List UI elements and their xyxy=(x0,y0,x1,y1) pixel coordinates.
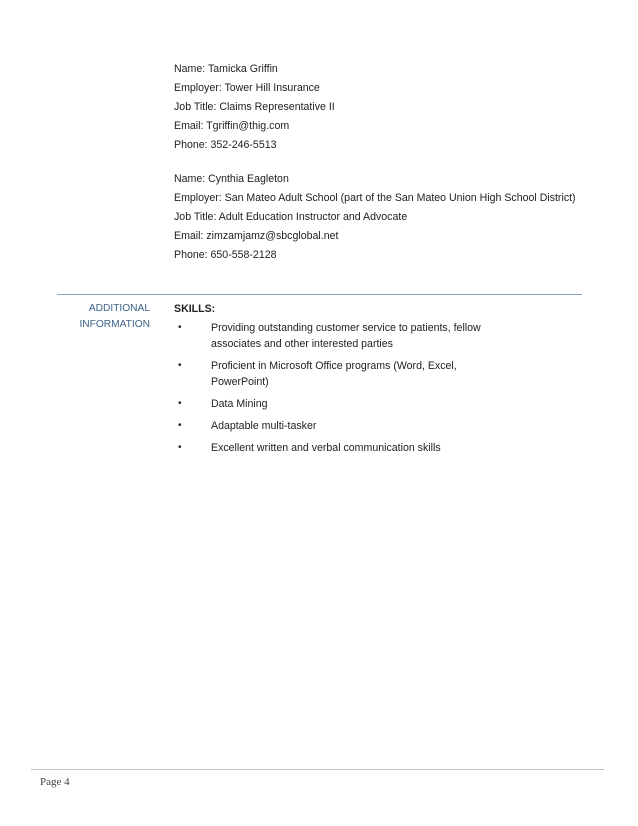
reference-employer: Employer: San Mateo Adult School (part of the San Mateo Union High School District) xyxy=(174,192,576,204)
skill-item xyxy=(174,440,481,456)
skill-text: Data Mining xyxy=(211,398,268,410)
skill-text: Excellent written and verbal communication skills xyxy=(211,442,441,454)
skill-item xyxy=(174,418,481,434)
reference-job-title: Job Title: Claims Representative II xyxy=(174,101,335,113)
skill-item xyxy=(174,320,481,352)
page-number: Page 4 xyxy=(40,776,70,788)
skills-title: SKILLS: xyxy=(174,303,216,315)
bullet-icon: • xyxy=(178,360,182,371)
references-section xyxy=(174,60,614,280)
heading-line-1: ADDITIONAL xyxy=(88,303,150,314)
reference-entry xyxy=(174,170,614,265)
additional-information-heading xyxy=(62,301,150,333)
reference-name: Name: Cynthia Eagleton xyxy=(174,173,289,185)
bullet-icon: • xyxy=(178,420,182,431)
bullet-icon: • xyxy=(178,398,182,409)
reference-phone: Phone: 352-246-5513 xyxy=(174,139,277,151)
bullet-icon: • xyxy=(178,442,182,453)
reference-employer: Employer: Tower Hill Insurance xyxy=(174,82,320,94)
reference-job-title: Job Title: Adult Education Instructor and Advocate xyxy=(174,211,408,223)
reference-email: Email: Tgriffin@thig.com xyxy=(174,120,290,132)
reference-email: Email: zimzamjamz@sbcglobal.net xyxy=(174,230,339,242)
skill-text: Adaptable multi-tasker xyxy=(211,420,317,432)
skills-list xyxy=(174,320,594,456)
reference-name: Name: Tamicka Griffin xyxy=(174,63,278,75)
reference-phone: Phone: 650-558-2128 xyxy=(174,249,277,261)
skill-text: Proficient in Microsoft Office programs (Word, Excel, PowerPoint) xyxy=(211,360,457,388)
heading-line-2: INFORMATION xyxy=(79,319,150,330)
bullet-icon: • xyxy=(178,322,182,333)
section-divider xyxy=(57,294,582,295)
skill-item xyxy=(174,396,481,412)
reference-entry xyxy=(174,60,614,155)
skill-text: Providing outstanding customer service to patients, fellow associates and other interested parties xyxy=(211,322,481,350)
additional-information-body xyxy=(174,301,594,462)
skill-item xyxy=(174,358,481,390)
footer-divider xyxy=(31,769,604,770)
